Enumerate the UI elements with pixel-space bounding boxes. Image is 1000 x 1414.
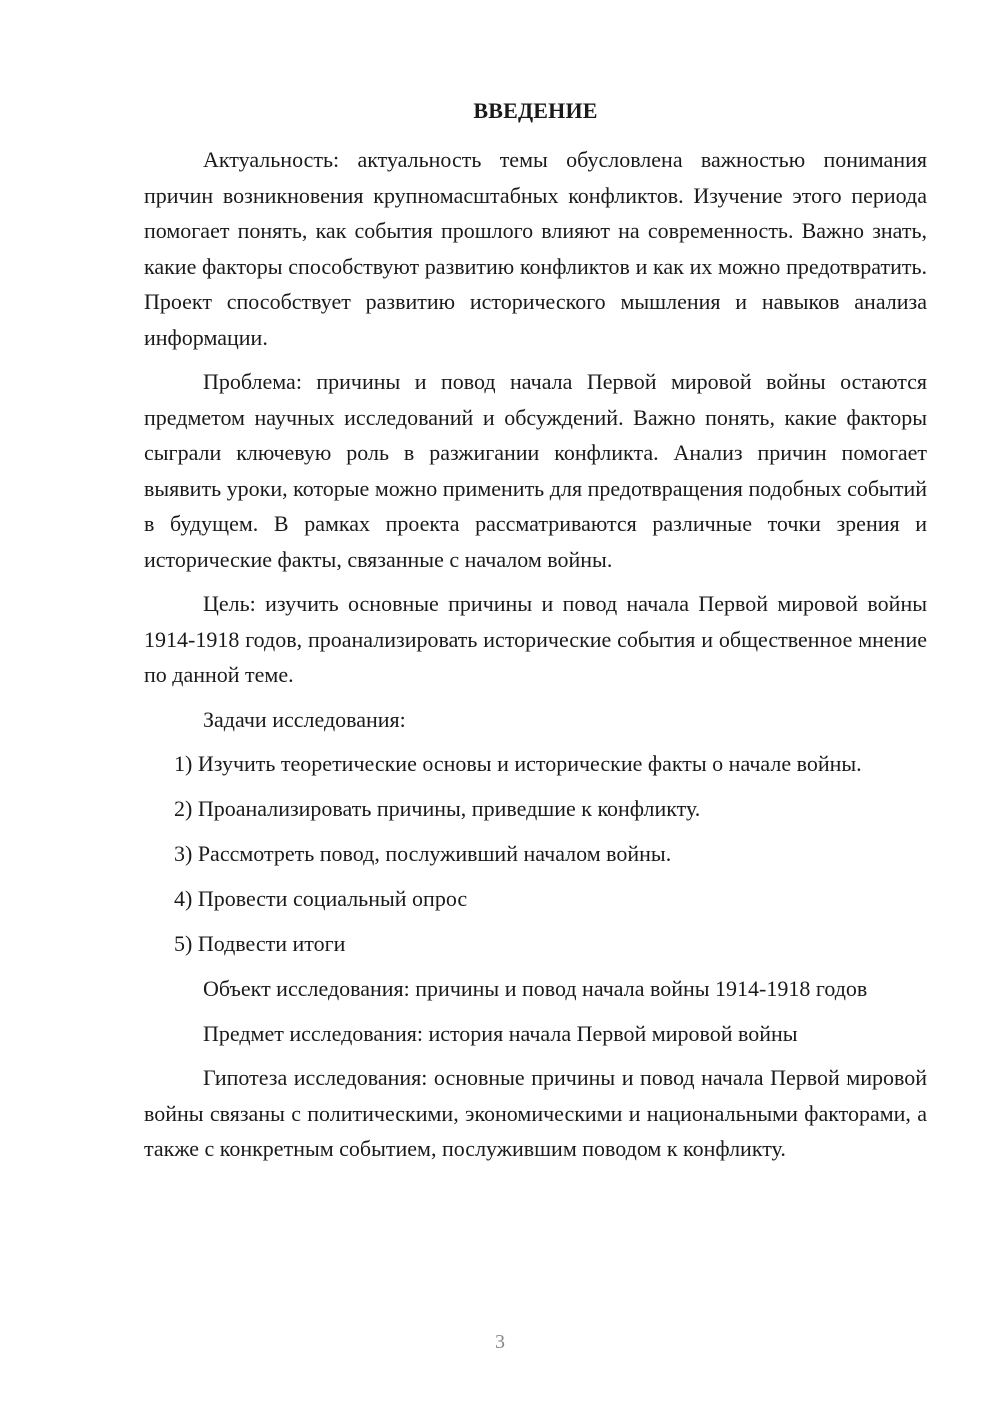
page-title: ВВЕДЕНИЕ: [473, 98, 598, 123]
paragraph-goal: Цель: изучить основные причины и повод начала Первой мировой войны 1914-1918 годов, проанализировать исторические события и общественное мнение по данной теме.: [144, 591, 927, 687]
list-item: 5) Подвести итоги: [174, 931, 346, 956]
paragraph-hypothesis: Гипотеза исследования: основные причины и повод начала Первой мировой войны связаны с политическими, экономическими и национальными факторами, а также с конкретным событием, послужившим поводом к конфликту.: [144, 1065, 927, 1161]
page-number: 3: [495, 1331, 505, 1353]
paragraph-problem: Проблема: причины и повод начала Первой мировой войны остаются предметом научных исследований и обсуждений. Важно понять, какие факторы сыграли ключевую роль в разжигании конфликта. Анализ причин помогает выявить уроки, которые можно применить для предотвращения подобных событий в будущем. В рамках проекта рассматриваются различные точки зрения и исторические факты, связанные с началом войны.: [144, 369, 927, 572]
paragraph-subject: Предмет исследования: история начала Первой мировой войны: [203, 1020, 798, 1046]
list-item: 2) Проанализировать причины, приведшие к конфликту.: [174, 796, 701, 821]
paragraph-object: Объект исследования: причины и повод начала войны 1914-1918 годов: [203, 976, 868, 1001]
paragraph-relevance: Актуальность: актуальность темы обусловлена важностью понимания причин возникновения крупномасштабных конфликтов. Изучение этого периода помогает понять, как события прошлого влияют на современность. Важно знать, какие факторы способствуют развитию конфликтов и как их можно предотвратить. Проект способствует развитию исторического мышления и навыков анализа информации.: [144, 147, 927, 350]
list-item: 4) Провести социальный опрос: [174, 886, 468, 911]
list-item: 3) Рассмотреть повод, послуживший началом войны.: [174, 841, 672, 866]
tasks-heading: Задачи исследования:: [203, 706, 406, 732]
list-item: 1) Изучить теоретические основы и исторические факты о начале войны.: [174, 751, 862, 776]
document-body: [144, 96, 927, 1167]
